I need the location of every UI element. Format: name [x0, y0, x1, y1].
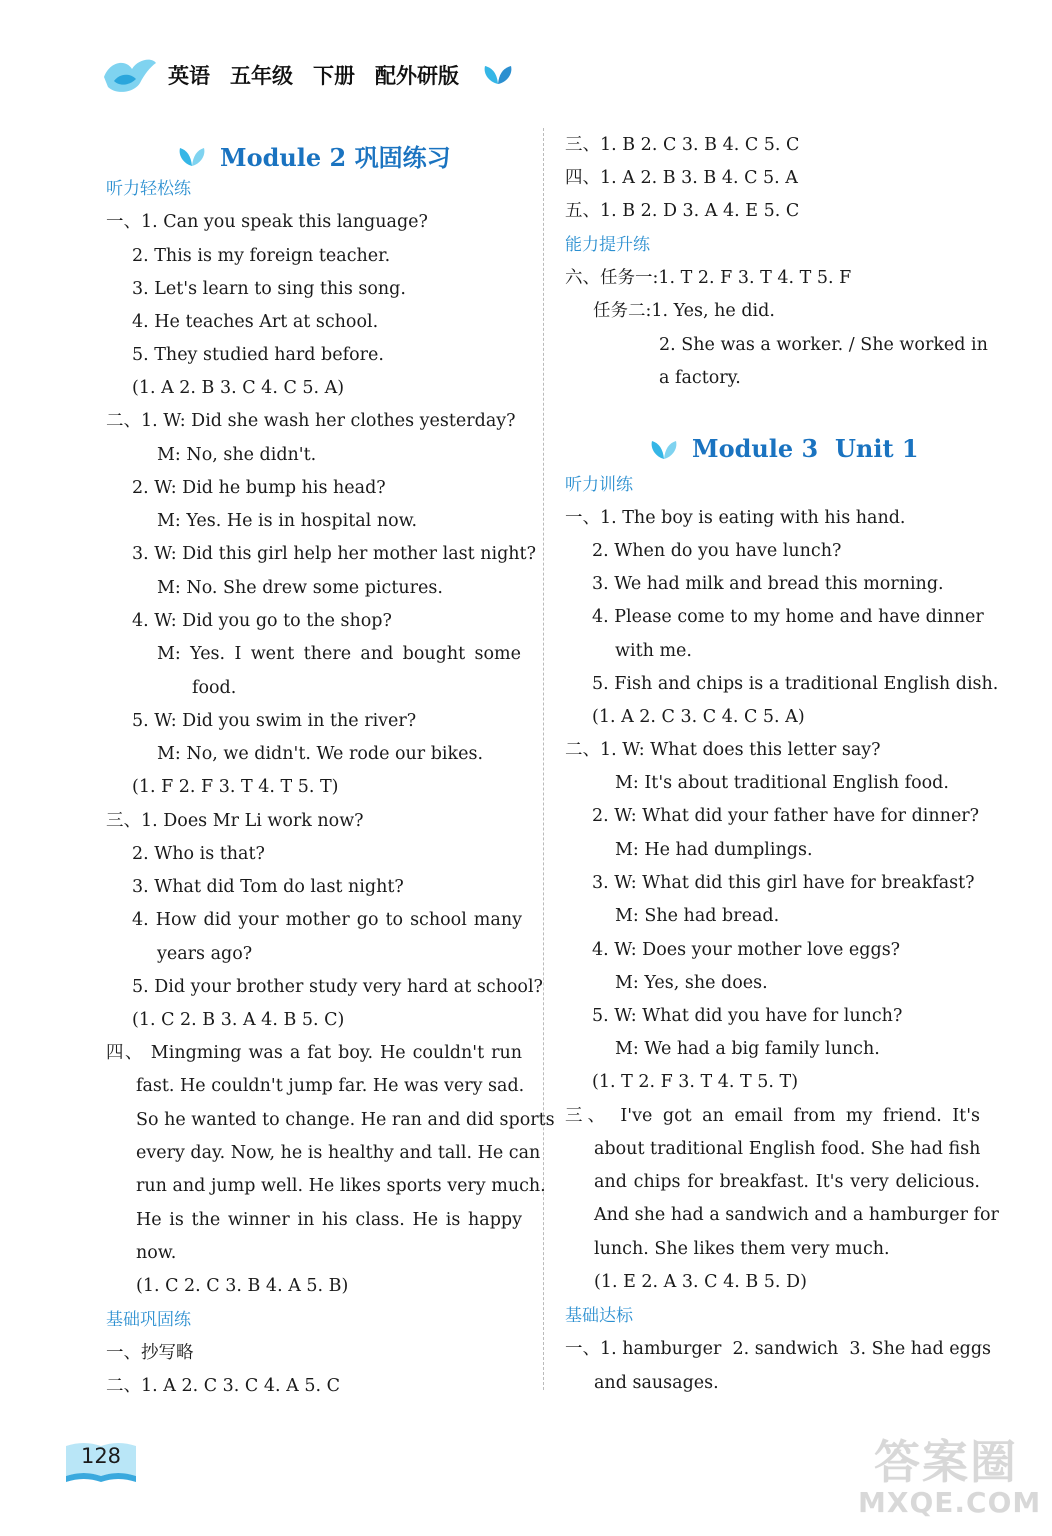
answer-line: 二、1. W: What does this letter say? — [565, 740, 881, 760]
passage-line: about traditional English food. She had fish — [594, 1139, 981, 1159]
answer-line: 三、1. B 2. C 3. B 4. C 5. C — [565, 135, 800, 155]
module-3-title-text: Module 3 Unit 1 — [692, 434, 919, 463]
column-divider — [543, 128, 544, 1390]
answer-line: 3. W: What did this girl have for breakfast? — [592, 873, 975, 893]
answer-line: 一、1. hamburger 2. sandwich 3. She had eggs — [565, 1339, 992, 1359]
leaf-icon — [176, 144, 208, 168]
module-2-title — [176, 138, 451, 173]
answer-line: 4. W: Did you go to the shop? — [132, 611, 392, 631]
module-2-title-text: Module 2 巩固练习 — [220, 143, 451, 172]
answer-line: 3. We had milk and bread this morning. — [592, 574, 944, 594]
passage-line: He is the winner in his class. He is happy — [136, 1210, 522, 1230]
answer-line: 二、1. W: Did she wash her clothes yesterday? — [106, 411, 516, 431]
header-volume: 下册 — [313, 64, 355, 88]
section-listening: 听力轻松练 — [106, 179, 191, 199]
answer-line: 2. This is my foreign teacher. — [132, 246, 391, 266]
answer-line: 5. They studied hard before. — [132, 345, 384, 365]
answer-line: 5. W: Did you swim in the river? — [132, 711, 417, 731]
answer-line: 一、1. Can you speak this language? — [106, 212, 428, 232]
answer-line: food. — [192, 678, 237, 698]
answer-line: 二、1. A 2. C 3. C 4. A 5. C — [106, 1376, 340, 1396]
passage-line: And she had a sandwich and a hamburger for — [594, 1205, 999, 1225]
watermark-url: MXQE.COM — [858, 1486, 1042, 1519]
passage-line: and chips for breakfast. It's very delicious. — [594, 1172, 980, 1192]
section-basic: 基础达标 — [565, 1306, 633, 1326]
answer-line: M: We had a big family lunch. — [615, 1039, 880, 1059]
leaf-icon — [648, 437, 680, 461]
answer-line: M: No, she didn't. — [157, 445, 317, 465]
answer-line: 三、1. Does Mr Li work now? — [106, 811, 364, 831]
answer-key: (1. A 2. C 3. C 4. C 5. A) — [592, 707, 805, 727]
answer-line: with me. — [615, 641, 692, 661]
answer-line: 5. Did your brother study very hard at school? — [132, 977, 543, 997]
answer-key: (1. C 2. B 3. A 4. B 5. C) — [132, 1010, 345, 1030]
answer-line: 4. W: Does your mother love eggs? — [592, 940, 901, 960]
answer-line: 六、任务一:1. T 2. F 3. T 4. T 5. F — [565, 268, 852, 288]
answer-line: and sausages. — [594, 1373, 719, 1393]
section-ability: 能力提升练 — [565, 235, 650, 255]
passage-line: now. — [136, 1243, 177, 1263]
answer-line: 五、1. B 2. D 3. A 4. E 5. C — [565, 201, 800, 221]
answer-key: (1. A 2. B 3. C 4. C 5. A) — [132, 378, 345, 398]
page-header — [100, 50, 515, 100]
answer-line: M: Yes, she does. — [615, 973, 768, 993]
answer-line: M: She had bread. — [615, 906, 780, 926]
answer-line: 4. How did your mother go to school many — [132, 910, 522, 930]
header-edition: 配外研版 — [375, 64, 459, 88]
answer-line: 4. Please come to my home and have dinner — [592, 607, 984, 627]
passage-line: run and jump well. He likes sports very much. — [136, 1176, 546, 1196]
bird-logo-icon — [100, 55, 158, 95]
watermark — [792, 1418, 1042, 1522]
answer-line: M: He had dumplings. — [615, 840, 813, 860]
section-basic: 基础巩固练 — [106, 1310, 191, 1330]
answer-line: 一、抄写略 — [106, 1343, 194, 1363]
page-number: 128 — [80, 1444, 122, 1468]
answer-line: 2. She was a worker. / She worked in — [659, 335, 988, 355]
answer-line: M: Yes. I went there and bought some — [157, 644, 521, 664]
answer-line: 一、1. The boy is eating with his hand. — [565, 508, 906, 528]
passage-line: 三、 I've got an email from my friend. It's — [565, 1106, 980, 1126]
answer-line: 3. What did Tom do last night? — [132, 877, 404, 897]
answer-line: 2. When do you have lunch? — [592, 541, 842, 561]
passage-line: fast. He couldn't jump far. He was very sad. — [136, 1076, 525, 1096]
answer-key: (1. C 2. C 3. B 4. A 5. B) — [136, 1276, 349, 1296]
answer-line: 5. W: What did you have for lunch? — [592, 1006, 903, 1026]
passage-line: lunch. She likes them very much. — [594, 1239, 890, 1259]
answer-line: 4. He teaches Art at school. — [132, 312, 379, 332]
header-subject: 英语 — [168, 64, 210, 88]
answer-line: 2. W: What did your father have for dinner? — [592, 806, 980, 826]
answer-line: 任务二:1. Yes, he did. — [593, 301, 775, 321]
answer-line: years ago? — [157, 944, 253, 964]
answer-key: (1. T 2. F 3. T 4. T 5. T) — [592, 1072, 799, 1092]
answer-line: M: It's about traditional English food. — [615, 773, 949, 793]
answer-line: M: Yes. He is in hospital now. — [157, 511, 418, 531]
answer-key: (1. F 2. F 3. T 4. T 5. T) — [132, 777, 339, 797]
section-listening: 听力训练 — [565, 475, 633, 495]
answer-line: 5. Fish and chips is a traditional English dish. — [592, 674, 999, 694]
answer-line: 2. Who is that? — [132, 844, 265, 864]
answer-line: M: No. She drew some pictures. — [157, 578, 443, 598]
answer-line: 2. W: Did he bump his head? — [132, 478, 386, 498]
answer-line: 3. Let's learn to sing this song. — [132, 279, 406, 299]
answer-line: 四、1. A 2. B 3. B 4. C 5. A — [565, 168, 798, 188]
answer-line: M: No, we didn't. We rode our bikes. — [157, 744, 484, 764]
passage-line: So he wanted to change. He ran and did sports — [136, 1110, 555, 1130]
header-grade: 五年级 — [230, 64, 293, 88]
answer-key: (1. E 2. A 3. C 4. B 5. D) — [594, 1272, 807, 1292]
answer-line: a factory. — [659, 368, 741, 388]
module-3-title — [648, 434, 919, 463]
page-number-badge — [64, 1440, 138, 1486]
watermark-text: 答案圈 — [874, 1435, 1018, 1489]
passage-line: every day. Now, he is healthy and tall. He can — [136, 1143, 541, 1163]
passage-line: 四、 Mingming was a fat boy. He couldn't run — [106, 1043, 522, 1063]
answer-line: 3. W: Did this girl help her mother last night? — [132, 544, 536, 564]
leaf-icon — [481, 64, 515, 86]
